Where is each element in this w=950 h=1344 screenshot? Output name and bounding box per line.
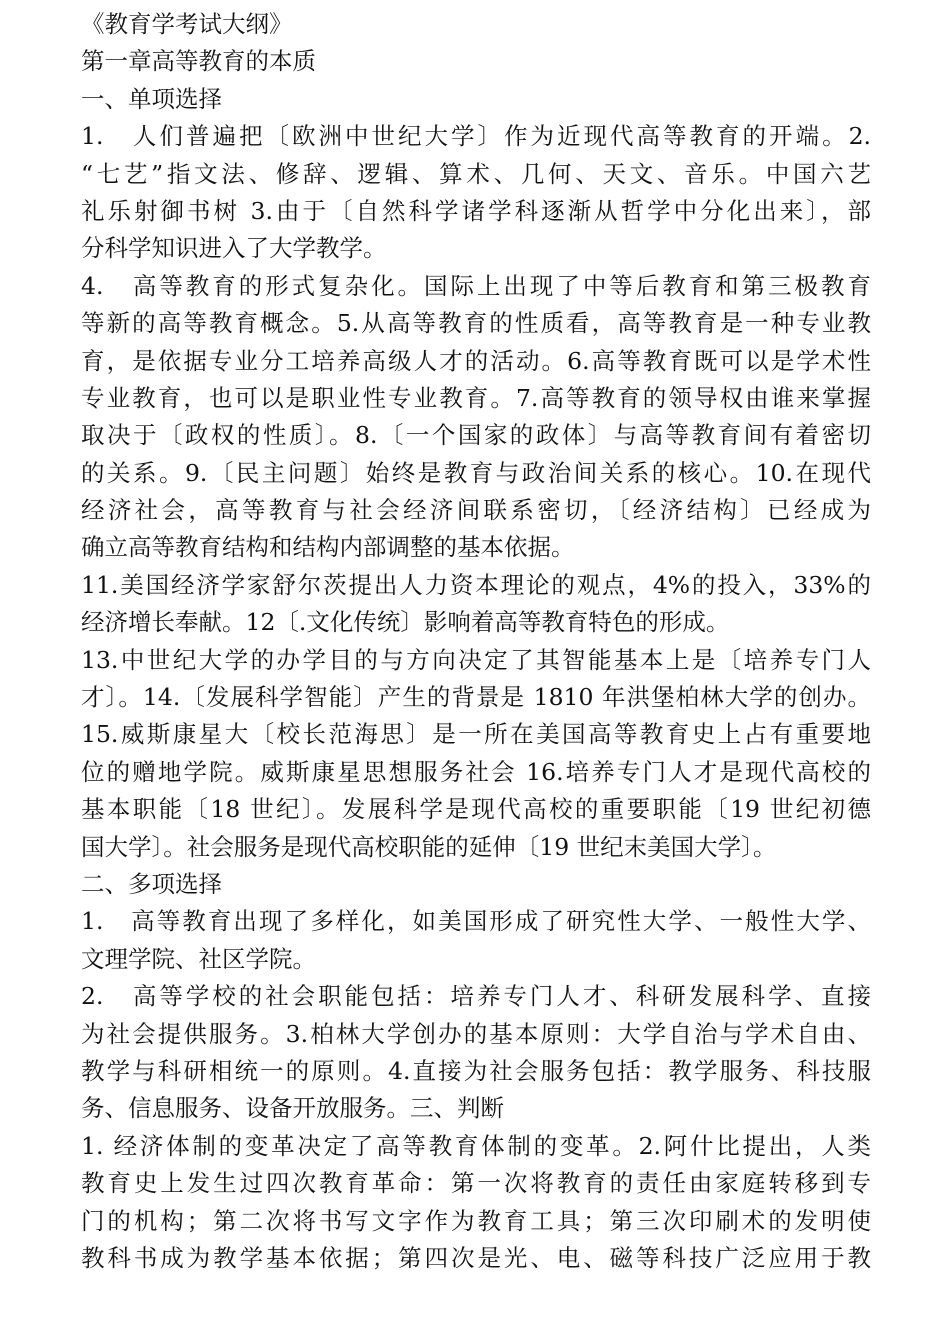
text-line: 的关系。9.〔民主问题〕始终是教育与政治间关系的核心。10.在现代 xyxy=(81,458,871,487)
text-line: 1. 高等教育出现了多样化，如美国形成了研究性大学、一般性大学、 xyxy=(81,907,871,936)
text-line: 13.中世纪大学的办学目的与方向决定了其智能基本上是〔培养专门人 xyxy=(81,645,871,674)
text-line: 教育史上发生过四次教育革命：第一次将教育的责任由家庭转移到专 xyxy=(81,1169,871,1198)
text-line: 才〕。14.〔发展科学智能〕产生的背景是 1810 年洪堡柏林大学的创办。 xyxy=(81,683,871,712)
text-line: 礼乐射御书树 3.由于〔自然科学诸学科逐渐从哲学中分化出来〕，部 xyxy=(81,196,871,225)
text-line: 务、信息服务、设备开放服务。三、判断 xyxy=(81,1094,504,1123)
text-line: 1. 经济体制的变革决定了高等教育体制的变革。2.阿什比提出，人类 xyxy=(81,1131,871,1160)
text-line: 分科学知识进入了大学教学。 xyxy=(81,234,387,263)
text-line: 育，是依据专业分工培养高级人才的活动。6.高等教育既可以是学术性 xyxy=(81,346,871,375)
text-line: 1. 人们普遍把〔欧洲中世纪大学〕作为近现代高等教育的开端。2. xyxy=(81,122,871,151)
text-line: 经济增长奉献。12〔.文化传统〕影响着高等教育特色的形成。 xyxy=(81,608,730,637)
text-line: 教学与科研相统一的原则。4.直接为社会服务包括：教学服务、科技服 xyxy=(81,1056,871,1085)
text-line: 2. 高等学校的社会职能包括：培养专门人才、科研发展科学、直接 xyxy=(81,982,871,1011)
text-line: 门的机构；第二次将书写文字作为教育工具；第三次印刷术的发明使 xyxy=(81,1206,871,1235)
text-line: 等新的高等教育概念。5.从高等教育的性质看，高等教育是一种专业教 xyxy=(81,309,871,338)
text-line: 为社会提供服务。3.柏林大学创办的基本原则：大学自治与学术自由、 xyxy=(81,1019,871,1048)
text-line: 专业教育，也可以是职业性专业教育。7.高等教育的领导权由谁来掌握 xyxy=(81,383,871,412)
text-line: 教科书成为教学基本依据；第四次是光、电、磁等科技广泛应用于教 xyxy=(81,1243,871,1272)
chapter-heading: 第一章高等教育的本质 xyxy=(81,47,316,76)
text-line: 15.威斯康星大〔校长范海思〕是一所在美国高等教育史上占有重要地 xyxy=(81,720,871,749)
section-heading-single-choice: 一、单项选择 xyxy=(81,84,222,113)
document-body xyxy=(81,6,871,1277)
text-line: 确立高等教育结构和结构内部调整的基本依据。 xyxy=(81,533,575,562)
section-heading-multiple-choice: 二、多项选择 xyxy=(81,869,222,898)
text-line: 位的赠地学院。威斯康星思想服务社会 16.培养专门人才是现代高校的 xyxy=(81,757,871,786)
text-line: 取决于〔政权的性质〕。8.〔一个国家的政体〕与高等教育间有着密切 xyxy=(81,421,871,450)
text-line: 经济社会，高等教育与社会经济间联系密切，〔经济结构〕已经成为 xyxy=(81,496,871,525)
text-line: 11.美国经济学家舒尔茨提出人力资本理论的观点，4%的投入，33%的 xyxy=(81,570,871,599)
text-line: 4. 高等教育的形式复杂化。国际上出现了中等后教育和第三极教育 xyxy=(81,271,871,300)
document-title: 《教育学考试大纲》 xyxy=(81,10,293,38)
text-line: 国大学〕。社会服务是现代高校职能的延伸〔19 世纪末美国大学〕。 xyxy=(81,832,777,861)
text-line: “七艺”指文法、修辞、逻辑、算术、几何、天文、音乐。中国六艺 xyxy=(81,159,871,188)
text-line: 基本职能〔18 世纪〕。发展科学是现代高校的重要职能〔19 世纪初德 xyxy=(81,795,871,824)
text-line: 文理学院、社区学院。 xyxy=(81,944,316,973)
